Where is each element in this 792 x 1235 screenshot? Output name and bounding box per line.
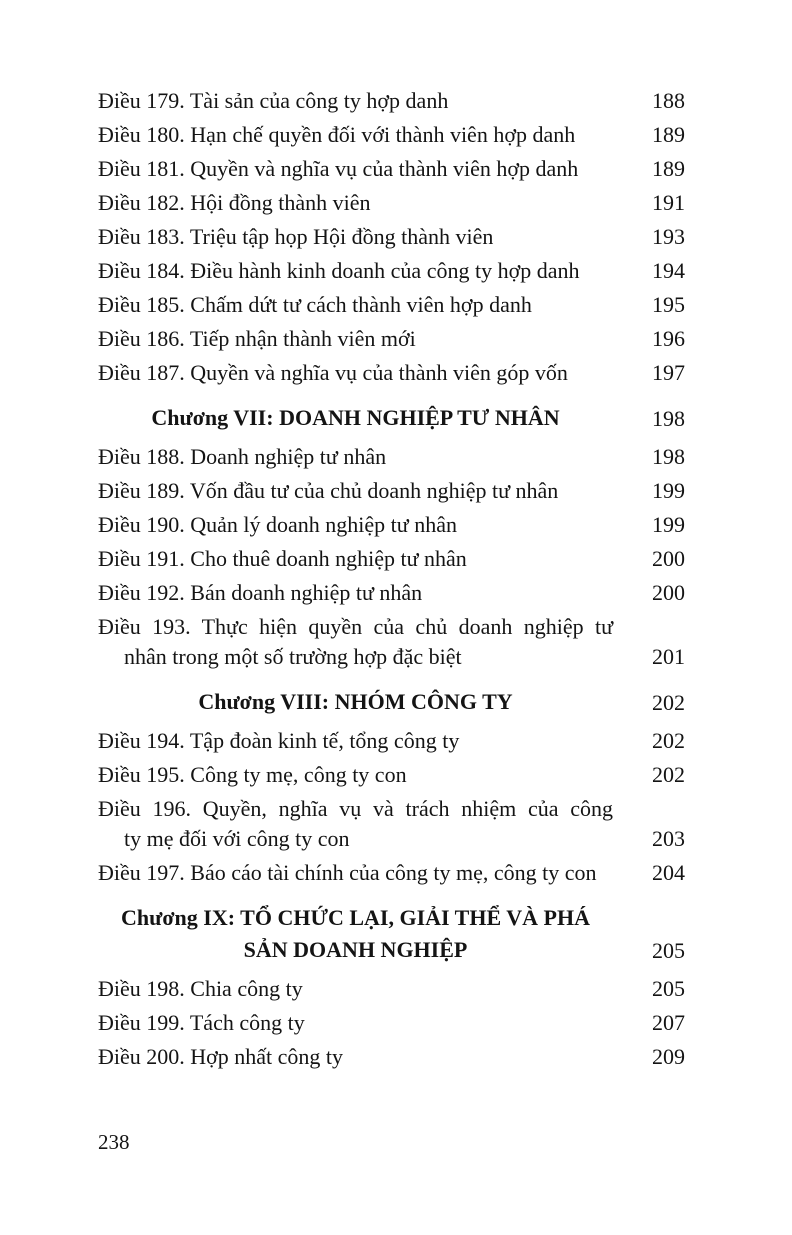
toc-entry-title [98,760,613,790]
toc-entry-title-line: Chương VII: DOANH NGHIỆP TƯ NHÂN [151,405,560,430]
toc-entry-page-number: 204 [652,860,685,885]
toc-entry-page-number: 191 [652,190,685,215]
toc-entry-page-number: 205 [652,976,685,1001]
toc-entry-title [98,154,613,184]
toc-entry-title [98,86,613,116]
toc-entry-title-line: Điều 182. Hội đồng thành viên [98,190,371,215]
toc-entry [98,290,685,320]
toc-entry-title [98,902,613,966]
toc-entry [98,578,685,608]
toc-entry-page-number: 197 [652,360,685,385]
toc-entry-page-number: 203 [652,826,685,851]
toc-entry-title-line: Điều 189. Vốn đầu tư của chủ doanh nghiệp tư nhân [98,478,559,503]
toc-entry-page-number: 194 [652,258,685,283]
toc-entry-title [98,290,613,320]
toc-entry-title [98,612,613,672]
toc-entry [98,188,685,218]
toc-entry [98,120,685,150]
toc-entry-title-line: nhân trong một số trường hợp đặc biệt [124,644,462,669]
toc-entry [98,612,685,672]
toc-entry-title [98,794,613,854]
toc-entry-page-number: 199 [652,478,685,503]
toc-entry-title [98,578,613,608]
toc-entry-title [98,188,613,218]
toc-entry-title [98,324,613,354]
toc-entry-title-line: Điều 194. Tập đoàn kinh tế, tổng công ty [98,728,460,753]
toc-list [98,86,685,1072]
toc-entry-title-line: Điều 199. Tách công ty [98,1010,305,1035]
toc-entry-title [98,358,613,388]
toc-entry-page-number: 189 [652,122,685,147]
folio-page-number: 238 [98,1130,130,1154]
toc-entry-title-line: Điều 185. Chấm dứt tư cách thành viên hợp danh [98,292,532,317]
toc-chapter-heading [98,902,685,966]
toc-entry [98,476,685,506]
toc-entry-page-number: 201 [652,644,685,669]
toc-entry [98,358,685,388]
toc-entry [98,974,685,1004]
toc-entry-page-number: 198 [652,444,685,469]
toc-entry-page-number: 209 [652,1044,685,1069]
toc-entry-page-number: 199 [652,512,685,537]
toc-entry-page-number: 207 [652,1010,685,1035]
toc-entry-page-number: 202 [652,728,685,753]
toc-entry-page-number: 188 [652,88,685,113]
toc-entry-title [98,510,613,540]
toc-entry-title-line: Điều 180. Hạn chế quyền đối với thành viên hợp danh [98,122,576,147]
toc-entry-title-line: Điều 184. Điều hành kinh doanh của công ty hợp danh [98,258,580,283]
toc-entry-title [98,222,613,252]
toc-entry [98,760,685,790]
toc-entry-page-number: 193 [652,224,685,249]
toc-entry-title-line: Điều 190. Quản lý doanh nghiệp tư nhân [98,512,457,537]
toc-entry-title [98,256,613,286]
toc-entry [98,1042,685,1072]
toc-entry-title-line: Điều 198. Chia công ty [98,976,303,1001]
toc-entry-page-number: 189 [652,156,685,181]
toc-entry-title-line: Chương VIII: NHÓM CÔNG TY [198,689,513,714]
toc-entry-title-line: Điều 195. Công ty mẹ, công ty con [98,762,407,787]
toc-entry-title-line: Điều 188. Doanh nghiệp tư nhân [98,444,387,469]
toc-entry-title [98,726,613,756]
toc-entry-title-line: Điều 179. Tài sản của công ty hợp danh [98,88,449,113]
toc-entry-title [98,402,613,434]
toc-entry-title [98,1042,613,1072]
toc-entry [98,794,685,854]
toc-entry-title-line: Điều 192. Bán doanh nghiệp tư nhân [98,580,423,605]
toc-entry-title-line: Điều 197. Báo cáo tài chính của công ty mẹ, công ty con [98,860,597,885]
toc-entry-title-line: Điều 193. Thực hiện quyền của chủ doanh nghiệp tư [98,614,613,639]
toc-entry [98,256,685,286]
toc-entry-title-line: Điều 196. Quyền, nghĩa vụ và trách nhiệm của công [98,796,613,821]
toc-entry-title [98,120,613,150]
toc-entry [98,86,685,116]
toc-entry-title [98,544,613,574]
toc-chapter-heading [98,686,685,718]
toc-entry-page-number: 195 [652,292,685,317]
toc-entry-title-line: Điều 187. Quyền và nghĩa vụ của thành viên góp vốn [98,360,568,385]
toc-entry-title-line: SẢN DOANH NGHIỆP [243,937,468,962]
toc-entry-page-number: 200 [652,546,685,571]
toc-entry-title [98,686,613,718]
toc-entry [98,222,685,252]
toc-entry [98,324,685,354]
toc-entry [98,510,685,540]
toc-chapter-heading [98,402,685,434]
toc-entry [98,858,685,888]
toc-entry-title [98,974,613,1004]
toc-entry-title-line: Điều 183. Triệu tập họp Hội đồng thành viên [98,224,494,249]
toc-entry-page-number: 202 [652,762,685,787]
toc-entry-title [98,1008,613,1038]
toc-entry-page-number: 200 [652,580,685,605]
toc-entry-title-line: Chương IX: TỔ CHỨC LẠI, GIẢI THỂ VÀ PHÁ [121,905,590,930]
toc-entry-page-number: 198 [652,406,685,431]
toc-entry [98,1008,685,1038]
toc-entry-page-number: 202 [652,690,685,715]
toc-entry-title-line: Điều 181. Quyền và nghĩa vụ của thành viên hợp danh [98,156,579,181]
toc-entry [98,154,685,184]
toc-entry-title [98,442,613,472]
toc-entry [98,726,685,756]
toc-entry-title-line: Điều 200. Hợp nhất công ty [98,1044,344,1069]
toc-entry-title-line: Điều 186. Tiếp nhận thành viên mới [98,326,416,351]
toc-entry [98,544,685,574]
toc-entry-title [98,858,613,888]
toc-entry [98,442,685,472]
toc-entry-title [98,476,613,506]
toc-entry-page-number: 205 [652,938,685,963]
toc-entry-page-number: 196 [652,326,685,351]
toc-entry-title-line: Điều 191. Cho thuê doanh nghiệp tư nhân [98,546,467,571]
toc-entry-title-line: ty mẹ đối với công ty con [124,826,350,851]
